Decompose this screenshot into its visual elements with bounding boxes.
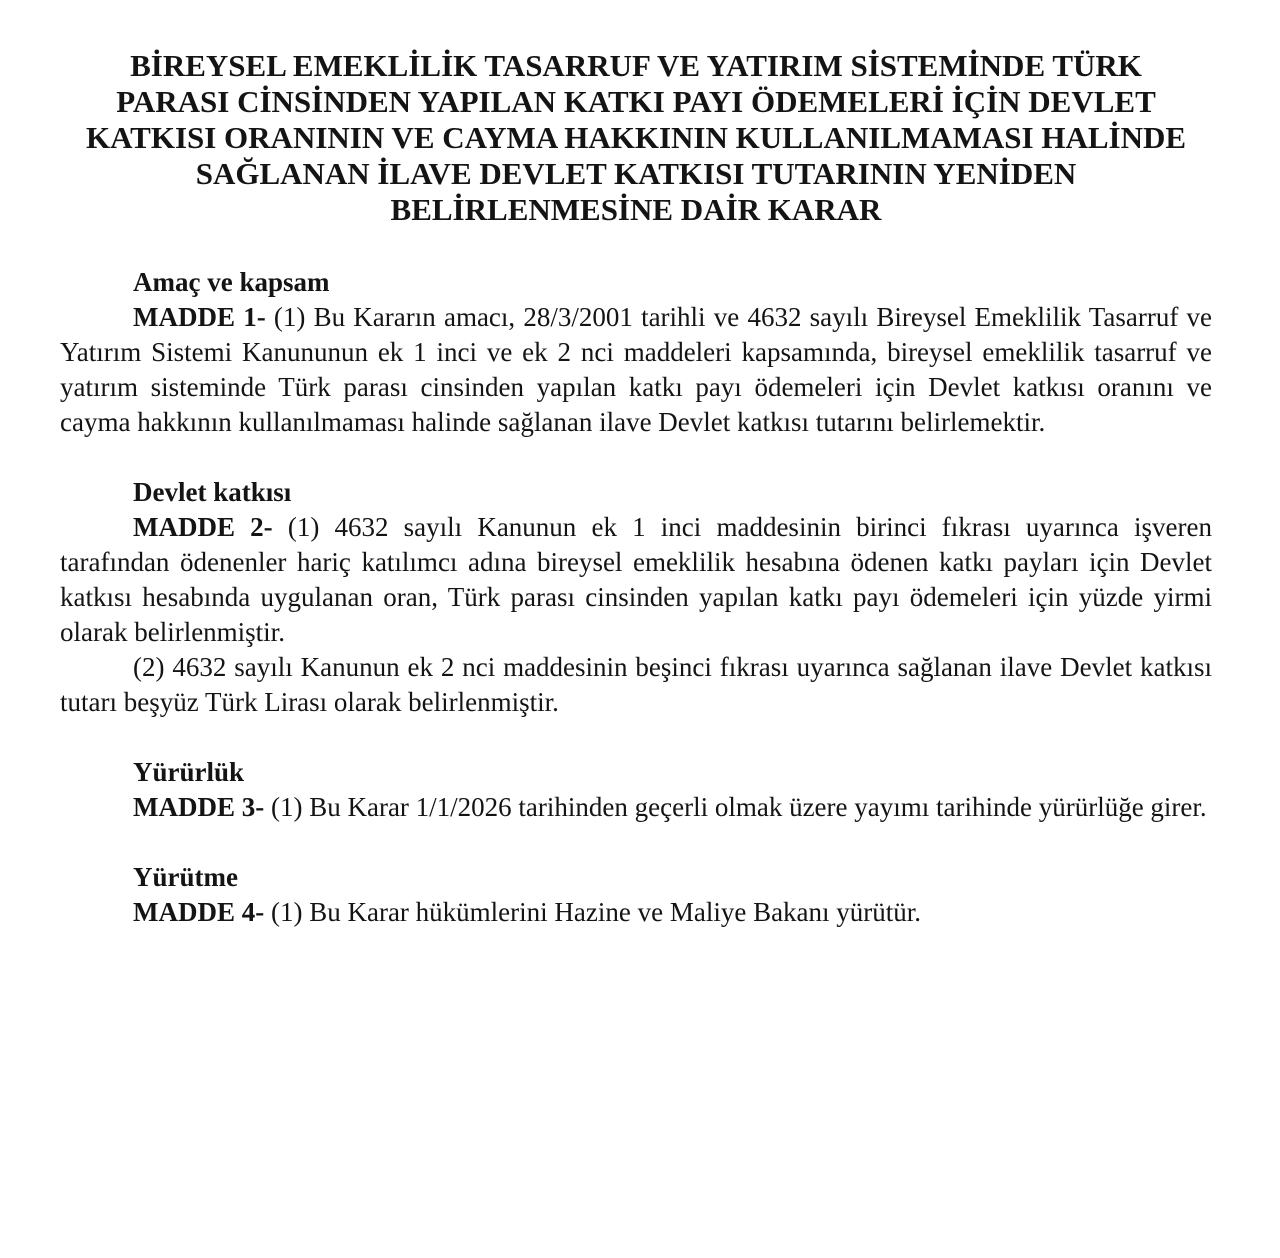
- section-spacer: [60, 720, 1212, 755]
- article-3-paragraph-1: [60, 790, 1212, 825]
- section-heading: Yürürlük: [133, 757, 245, 787]
- article-number: MADDE 1-: [133, 302, 266, 332]
- title-line: SAĞLANAN İLAVE DEVLET KATKISI TUTARININ YENİDEN: [195, 156, 1077, 191]
- article-number: MADDE 2-: [133, 512, 273, 542]
- article-number: MADDE 4-: [133, 897, 265, 927]
- title-line: BELİRLENMESİNE DAİR KARAR: [390, 192, 882, 227]
- article-2-paragraph-2: (2) 4632 sayılı Kanunun ek 2 nci maddesinin beşinci fıkrası uyarınca sağlanan ilave Devlet katkısı tutarı beşyüz Türk Lirası olarak belirlenmiştir.: [60, 652, 1212, 717]
- title-line: PARASI CİNSİNDEN YAPILAN KATKI PAYI ÖDEMELERİ İÇİN DEVLET: [116, 84, 1156, 119]
- article-text: (1) Bu Karar hükümlerini Hazine ve Maliye Bakanı yürütür.: [264, 897, 922, 927]
- section-spacer: [60, 440, 1212, 475]
- article-text: (1) Bu Karar 1/1/2026 tarihinden geçerli olmak üzere yayımı tarihinde yürürlüğe girer.: [264, 792, 1207, 822]
- section-devlet-katkisi: [60, 475, 1212, 720]
- document-page: [60, 48, 1212, 930]
- section-yururluk: [60, 755, 1212, 825]
- document-title: [60, 48, 1212, 228]
- article-4-paragraph-1: [60, 895, 1212, 930]
- section-spacer: [60, 825, 1212, 860]
- article-number: MADDE 3-: [133, 792, 265, 822]
- article-text: (1) 4632 sayılı Kanunun ek 1 inci maddesinin birinci fıkrası uyarınca işveren tarafından ödenenler hariç katılımcı adına bireysel emeklilik hesabına ödenen katkı payları için Devlet katkısı hesabında uygulanan oran, Türk parası cinsinden yapılan katkı payı ödemeleri için yüzde yirmi olarak belirlenmiştir.: [60, 512, 1212, 647]
- title-line: BİREYSEL EMEKLİLİK TASARRUF VE YATIRIM SİSTEMİNDE TÜRK: [130, 48, 1142, 83]
- section-yurutme: [60, 860, 1212, 930]
- section-amac-ve-kapsam: [60, 265, 1212, 440]
- section-heading: Amaç ve kapsam: [133, 267, 330, 297]
- section-heading: Yürütme: [133, 862, 238, 892]
- article-1-paragraph-1: [60, 300, 1212, 440]
- article-text: (1) Bu Kararın amacı, 28/3/2001 tarihli ve 4632 sayılı Bireysel Emeklilik Tasarruf ve Yatırım Sistemi Kanununun ek 1 inci ve ek 2 nci maddeleri kapsamında, bireysel emeklilik tasarruf ve yatırım sisteminde Türk parası cinsinden yapılan katkı payı ödemeleri için Devlet katkısı oranını ve cayma hakkının kullanılmaması halinde sağlanan ilave Devlet katkısı tutarını belirlemektir.: [60, 302, 1212, 437]
- title-line: KATKISI ORANININ VE CAYMA HAKKININ KULLANILMAMASI HALİNDE: [85, 120, 1187, 155]
- article-2-paragraph-1: [60, 510, 1212, 650]
- section-heading: Devlet katkısı: [133, 477, 292, 507]
